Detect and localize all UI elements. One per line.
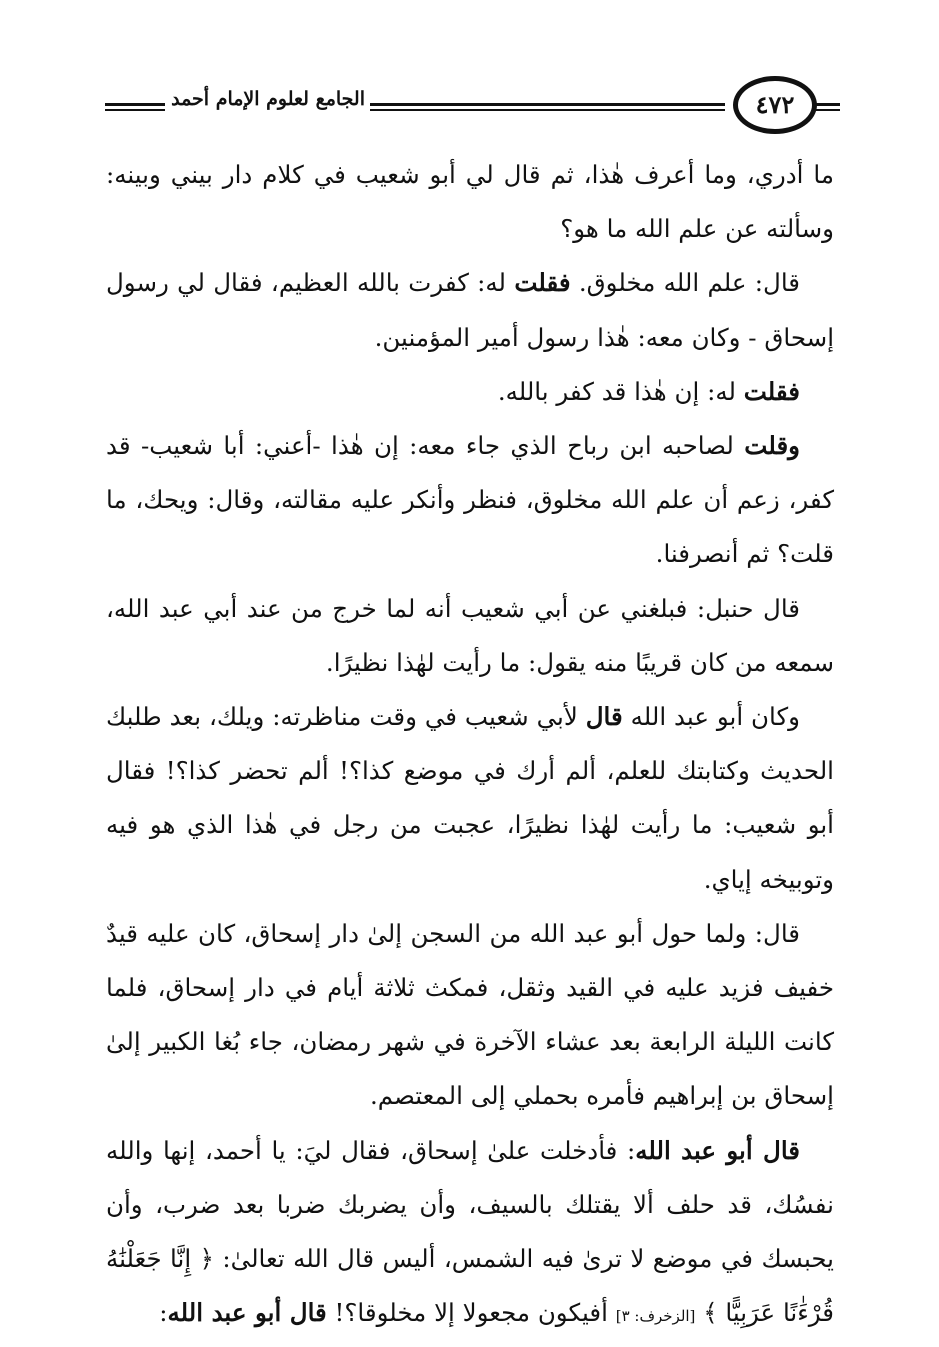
text-segment: : فأدخلت علىٰ إسحاق، فقال ليَ: يا أحمد، إنها والله نفسُك، قد حلف ألا يقتلك بالسيف، وأن يضربك ضربا بعد ضرب، وأن يحبسك في موضع لا ترىٰ فيه الشمس، أليس قال الله تعالىٰ: ﴿ إِنَّا جَعَلْنَٰهُ قُرْءَٰنًا عَرَبِيًّا ﴾ — [106, 1135, 834, 1328]
bold-text-segment: فقلت — [514, 268, 571, 298]
citation-segment: [الزخرف: ٣] — [615, 1307, 696, 1326]
paragraph — [106, 582, 834, 690]
bold-text-segment: قال أبو عبد الله — [167, 1298, 327, 1328]
header-rule-left — [105, 103, 165, 111]
text-segment: لصاحبه ابن رباح الذي جاء معه: إن هٰذا -أعني: أبا شعيب- قد كفر، زعم أن علم الله مخلوق، فنظر وأنكر عليه مقالته، وقال: ويحك، ما قلت؟ ثم أنصرفنا. — [106, 431, 834, 569]
bold-text-segment: وقلت — [744, 431, 800, 461]
body-text — [106, 148, 834, 1343]
paragraph — [106, 148, 834, 256]
paragraph — [106, 256, 834, 364]
text-segment: وكان أبو عبد الله — [622, 702, 800, 732]
paragraph — [106, 1124, 834, 1344]
text-segment: قال: علم الله مخلوق. — [570, 268, 800, 298]
text-segment: له: إن هٰذا قد كفر بالله. — [497, 376, 744, 406]
paragraph — [106, 907, 834, 1124]
text-segment: لأبي شعيب في وقت مناظرته: ويلك، بعد طلبك الحديث وكتابتك للعلم، ألم أرك في موضع كذا؟! ألم تحضر كذا؟! فقال أبو شعيب: ما رأيت لهٰذا نظيرًا، عجبت من رجل في هٰذا الذي هو فيه وتوبيخه إياي. — [106, 702, 834, 894]
text-segment: : — [159, 1298, 168, 1328]
text-segment: ما أدري، وما أعرف هٰذا، ثم قال لي أبو شعيب في كلام دار بيني وبينه: وسألته عن علم الله ما هو؟ — [106, 160, 834, 244]
text-segment: أفيكون مجعولا إلا مخلوقا؟! — [326, 1298, 616, 1328]
text-segment: له: كفرت بالله العظيم، فقال لي رسول إسحاق - وكان معه: هٰذا رسول أمير المؤمنين. — [106, 268, 834, 352]
header-rule-middle — [370, 103, 725, 111]
text-segment: قال حنبل: فبلغني عن أبي شعيب أنه لما خرج من عند أبي عبد الله، سمعه من كان قريبًا منه يقول: ما رأيت لهٰذا نظيرًا. — [106, 593, 834, 677]
page-number: ٤٧٢ — [733, 76, 817, 134]
bold-text-segment: قال — [585, 702, 623, 732]
text-segment: قال: ولما حول أبو عبد الله من السجن إلىٰ دار إسحاق، كان عليه قيدٌ خفيف فزيد عليه في القيد وثقل، فمكث ثلاثة أيام في دار إسحاق، فلما كانت الليلة الرابعة بعد عشاء الآخرة في شهر رمضان، جاء بُغا الكبير إلىٰ إسحاق بن إبراهيم فأمره بحملي إلى المعتصم. — [106, 918, 834, 1111]
paragraph — [106, 419, 834, 582]
running-header — [105, 70, 840, 142]
header-title: الجامع لعلوم الإمام أحمد — [171, 88, 365, 110]
paragraph — [106, 365, 834, 419]
header-rule-right — [815, 103, 840, 111]
bold-text-segment: قال أبو عبد الله — [635, 1135, 800, 1165]
bold-text-segment: فقلت — [743, 376, 800, 406]
paragraph — [106, 690, 834, 907]
